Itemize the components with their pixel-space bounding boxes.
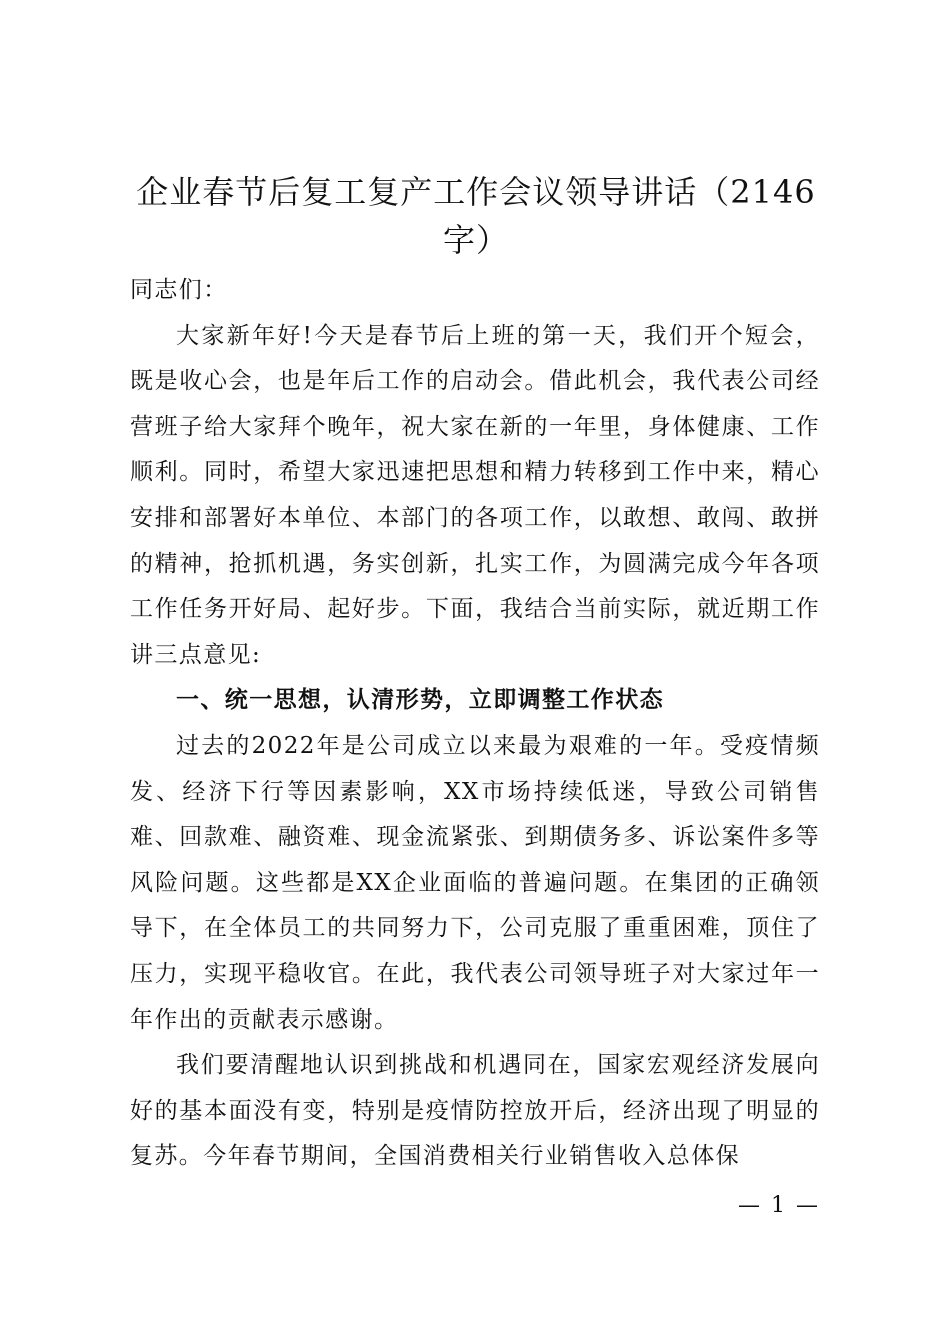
document-body: [130, 268, 820, 1180]
intro-paragraph: 大家新年好!今天是春节后上班的第一天，我们开个短会，既是收心会，也是年后工作的启动会。借此机会，我代表公司经营班子给大家拜个晚年，祝大家在新的一年里，身体健康、工作顺利。同时，希望大家迅速把思想和精力转移到工作中来，精心安排和部署好本单位、本部门的各项工作，以敢想、敢闯、敢拼的精神，抢抓机遇，务实创新，扎实工作，为圆满完成今年各项工作任务开好局、起好步。下面，我结合当前实际，就近期工作讲三点意见:: [130, 322, 820, 668]
section-paragraph: 过去的2022年是公司成立以来最为艰难的一年。受疫情频发、经济下行等因素影响，XX市场持续低迷，导致公司销售难、回款难、融资难、现金流紧张、到期债务多、诉讼案件多等风险问题。这些都是XX企业面临的普遍问题。在集团的正确领导下，在全体员工的共同努力下，公司克服了重重困难，顶住了压力，实现平稳收官。在此，我代表公司领导班子对大家过年一年作出的贡献表示感谢。: [130, 732, 820, 1033]
section-paragraph: 我们要清醒地认识到挑战和机遇同在，国家宏观经济发展向好的基本面没有变，特别是疫情防控放开后，经济出现了明显的复苏。今年春节期间，全国消费相关行业销售收入总体保: [130, 1052, 820, 1170]
page-number: — 1 —: [738, 1193, 820, 1218]
section-heading: 一、统一思想，认清形势，立即调整工作状态: [176, 687, 664, 714]
salutation: 同志们：: [130, 277, 228, 303]
document-title: 企业春节后复工复产工作会议领导讲话（2146字）: [136, 173, 816, 259]
